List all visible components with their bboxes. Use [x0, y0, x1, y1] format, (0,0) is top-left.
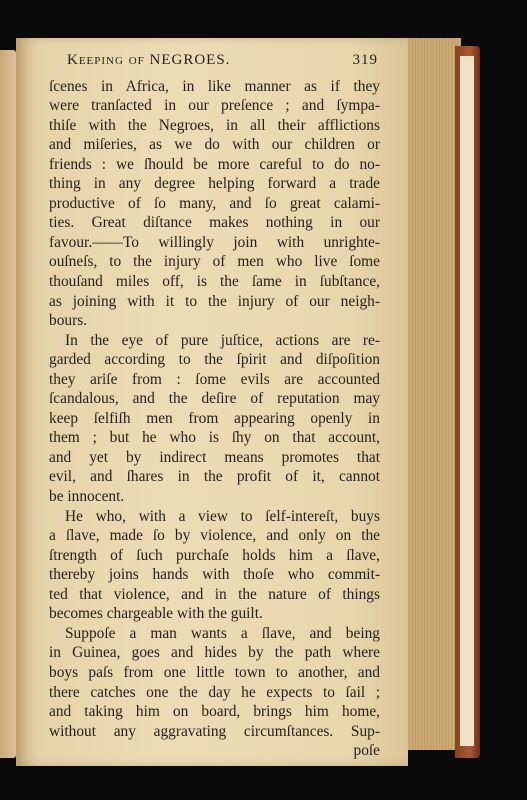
text-line: In the eye of pure juſtice, actions are re-: [65, 331, 380, 349]
text-line: there catches one the day he expects to ſail ;: [49, 683, 380, 701]
text-line: without any aggravating circumſtances. Sup-: [49, 722, 380, 740]
text-line: keep ſelfiſh men from appearing openly in: [49, 409, 380, 427]
text-line: and yet by indirect means promotes that: [49, 448, 380, 466]
text-line: He who, with a view to ſelf-intereſt, buys: [65, 507, 380, 525]
text-line: a ſlave, made ſo by violence, and only on the: [49, 527, 380, 545]
text-line: and miſeries, as we do with our children or: [49, 136, 380, 154]
text-line: evil, and ſhares in the profit of it, cannot: [49, 468, 380, 486]
running-header: [49, 51, 380, 71]
running-title: Keeping of NEGROES.: [67, 52, 231, 68]
text-line: as joining with it to the injury of our neigh-: [49, 292, 380, 310]
text-line: ſcandalous, and the deſire of reputation may: [49, 390, 380, 408]
text-line: boys paſs from one little town to another, and: [49, 663, 380, 681]
text-line: bours.: [49, 312, 88, 330]
text-line: Suppoſe a man wants a ſlave, and being: [65, 624, 380, 642]
text-line: ties. Great diſtance makes nothing in our: [49, 214, 380, 232]
text-line: thereby joins hands with thoſe who commit-: [49, 566, 380, 584]
text-line: in Guinea, goes and hides by the path where: [49, 644, 380, 662]
text-line: ouſneſs, to the injury of men who live ſome: [49, 253, 380, 271]
page-text: [49, 51, 380, 761]
text-line: were tranſacted in our preſence ; and ſympa-: [49, 97, 380, 115]
page-edges: [402, 38, 461, 750]
text-line: ſcenes in Africa, in like manner as if they: [49, 77, 380, 95]
text-line: thing in any degree helping forward a trade: [49, 175, 380, 193]
page-number: 319: [352, 52, 378, 68]
text-line: thiſe with the Negroes, in all their afflictions: [49, 116, 380, 134]
text-line: be innocent.: [49, 488, 125, 506]
text-line: and taking him on board, brings him home,: [49, 703, 380, 721]
text-line: they ariſe from : ſome evils are accounted: [49, 370, 380, 388]
catchword: poſe: [353, 742, 380, 760]
left-page-edge: [0, 50, 16, 758]
text-line: ſtrength of ſuch purchaſe holds him a ſlave,: [49, 546, 380, 564]
text-line: them ; but he who is ſhy on that account,: [49, 429, 380, 447]
text-line: thouſand miles off, is the ſame in ſubſtance,: [49, 273, 380, 291]
endpaper: [460, 56, 474, 746]
text-line: favour.——To willingly join with unrighte-: [49, 233, 380, 251]
text-line: ted that violence, and in the nature of things: [49, 585, 380, 603]
text-line: friends : we ſhould be more careful to do no-: [49, 155, 380, 173]
text-line: garded according to the ſpirit and diſpoſition: [49, 351, 380, 369]
text-line: becomes chargeable with the guilt.: [49, 605, 263, 623]
text-line: productive of ſo many, and ſo great calami-: [49, 194, 380, 212]
